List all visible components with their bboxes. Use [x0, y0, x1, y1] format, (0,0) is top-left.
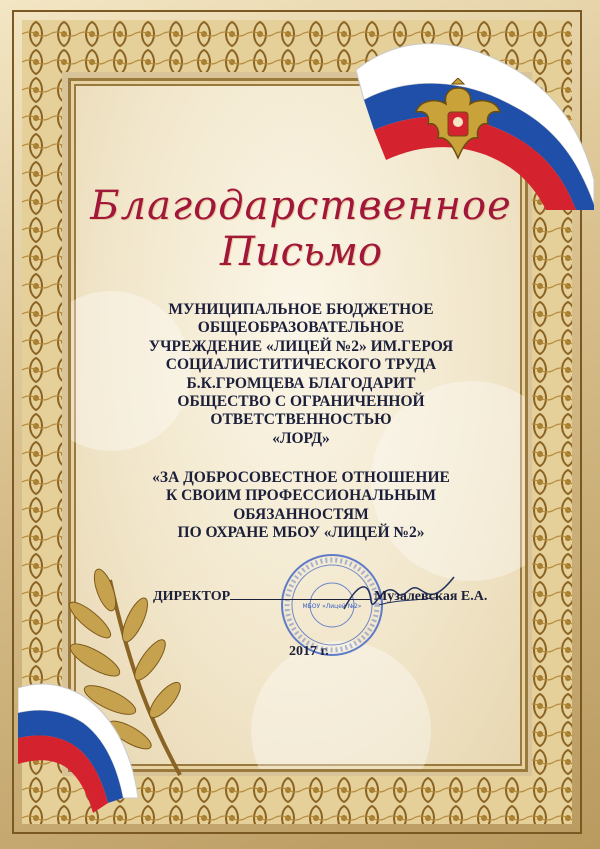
- coat-of-arms-icon: [408, 78, 508, 174]
- title-line-2: Письмо: [219, 229, 383, 275]
- text-line: ОТВЕТСТВЕННОСТЬЮ: [210, 411, 392, 429]
- text-line: Б.К.ГРОМЦЕВА БЛАГОДАРИТ: [186, 374, 416, 392]
- bg-circle: [251, 641, 431, 772]
- text-line: СОЦИАЛИСТИТИЧЕСКОГО ТРУДА: [165, 356, 437, 374]
- signature-row: [153, 587, 487, 605]
- title-line-1: Благодарственное: [90, 183, 512, 229]
- text-line: «ЛОРД»: [272, 429, 330, 447]
- text-line: МУНИЦИПАЛЬНОЕ БЮДЖЕТНОЕ: [168, 301, 434, 318]
- text-line: ПО ОХРАНЕ МБОУ «ЛИЦЕЙ №2»: [177, 524, 425, 542]
- reason-text: [101, 469, 501, 543]
- text-line: «ЗА ДОБРОСОВЕСТНОЕ ОТНОШЕНИЕ: [152, 469, 450, 486]
- date-text: 2017 г.: [289, 644, 329, 659]
- signature-role: ДИРЕКТОР: [153, 589, 231, 604]
- text-line: К СВОИМ ПРОФЕССИОНАЛЬНЫМ: [165, 487, 437, 505]
- text-line: ОБЩЕОБРАЗОВАТЕЛЬНОЕ: [197, 319, 405, 337]
- text-line: УЧРЕЖДЕНИЕ «ЛИЦЕЙ №2» ИМ.ГЕРОЯ: [148, 337, 454, 355]
- signature-line: [230, 587, 370, 600]
- signature-name: Музалевская Е.А.: [374, 589, 488, 604]
- text-line: ОБЩЕСТВО С ОГРАНИЧЕННОЙ: [177, 393, 425, 411]
- russian-flag-ribbon: [18, 668, 168, 838]
- organization-text: [101, 301, 501, 448]
- text-line: ОБЯЗАННОСТЯМ: [233, 505, 369, 523]
- stamp-center-text: МБОУ «Лицей №2»: [302, 603, 362, 610]
